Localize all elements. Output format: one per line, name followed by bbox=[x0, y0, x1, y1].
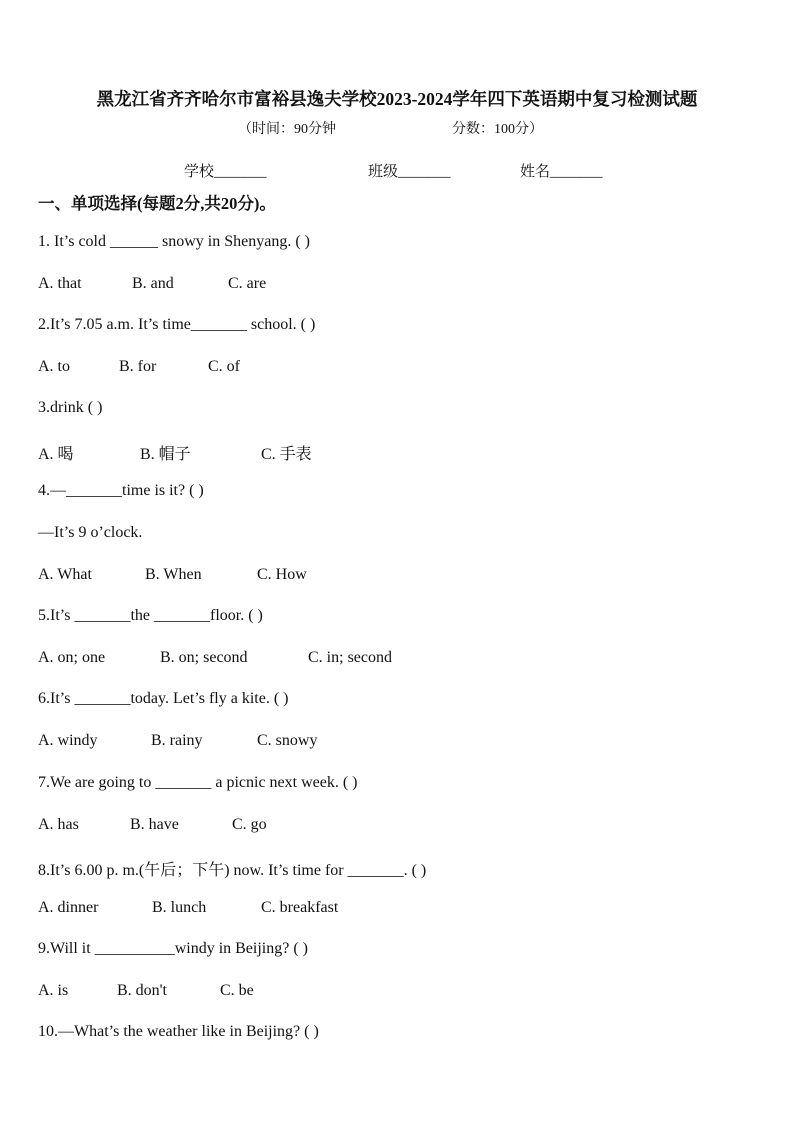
question-1-option-a: A. that bbox=[38, 275, 82, 292]
question-3-option-c: C. 手表 bbox=[261, 446, 312, 463]
question-5-option-a: A. on; one bbox=[38, 649, 106, 666]
question-2-option-c: C. of bbox=[208, 358, 240, 375]
question-6-option-a: A. windy bbox=[38, 732, 98, 749]
exam-score: 分数：100分） bbox=[452, 122, 543, 137]
question-5-option-b: B. on; second bbox=[160, 649, 248, 666]
question-1-option-c: C. are bbox=[228, 275, 267, 292]
question-7-option-c: C. go bbox=[232, 816, 267, 833]
question-1-stem: 1. It’s cold ______ snowy in Shenyang. ( ) bbox=[38, 233, 310, 250]
class-field: 班级_______ bbox=[368, 164, 451, 180]
question-4-option-a: A. What bbox=[38, 566, 92, 583]
question-8-option-a: A. dinner bbox=[38, 899, 99, 916]
question-10-stem: 10.—What’s the weather like in Beijing? ( ) bbox=[38, 1023, 319, 1040]
section-title: 一、单项选择(每题2分,共20分)。 bbox=[38, 194, 276, 213]
question-8-option-b: B. lunch bbox=[152, 899, 207, 916]
question-2-stem: 2.It’s 7.05 a.m. It’s time_______ school. ( ) bbox=[38, 316, 316, 333]
question-3-stem: 3.drink ( ) bbox=[38, 399, 103, 416]
question-2-option-a: A. to bbox=[38, 358, 70, 375]
question-7-option-b: B. have bbox=[130, 816, 179, 833]
question-6-option-c: C. snowy bbox=[257, 732, 318, 749]
question-6-option-b: B. rainy bbox=[151, 732, 203, 749]
question-5-option-c: C. in; second bbox=[308, 649, 392, 666]
question-2-option-b: B. for bbox=[119, 358, 157, 375]
question-1-option-b: B. and bbox=[132, 275, 174, 292]
question-4-option-c: C. How bbox=[257, 566, 307, 583]
question-4-stem: 4.—_______time is it? ( ) bbox=[38, 482, 204, 499]
question-4-stem-answer: —It’s 9 o’clock. bbox=[38, 524, 143, 541]
question-3-option-b: B. 帽子 bbox=[140, 446, 191, 463]
question-3-option-a: A. 喝 bbox=[38, 446, 74, 463]
question-5-stem: 5.It’s _______the _______floor. ( ) bbox=[38, 607, 263, 624]
exam-time: （时间：90分钟 bbox=[238, 122, 336, 137]
question-4-option-b: B. When bbox=[145, 566, 202, 583]
question-8-stem: 8.It’s 6.00 p. m.(午后；下午) now. It’s time for _______. ( ) bbox=[38, 862, 427, 879]
question-9-stem: 9.Will it __________windy in Beijing? ( ) bbox=[38, 940, 308, 957]
question-6-stem: 6.It’s _______today. Let’s fly a kite. ( ) bbox=[38, 690, 289, 707]
question-7-stem: 7.We are going to _______ a picnic next week. ( ) bbox=[38, 774, 358, 791]
question-9-option-b: B. don't bbox=[117, 982, 167, 999]
exam-title: 黑龙江省齐齐哈尔市富裕县逸夫学校2023-2024学年四下英语期中复习检测试题 bbox=[96, 89, 698, 109]
question-8-option-c: C. breakfast bbox=[261, 899, 339, 916]
question-9-option-c: C. be bbox=[220, 982, 254, 999]
question-9-option-a: A. is bbox=[38, 982, 69, 999]
school-field: 学校_______ bbox=[184, 164, 267, 180]
name-field: 姓名_______ bbox=[520, 164, 603, 180]
question-7-option-a: A. has bbox=[38, 816, 79, 833]
